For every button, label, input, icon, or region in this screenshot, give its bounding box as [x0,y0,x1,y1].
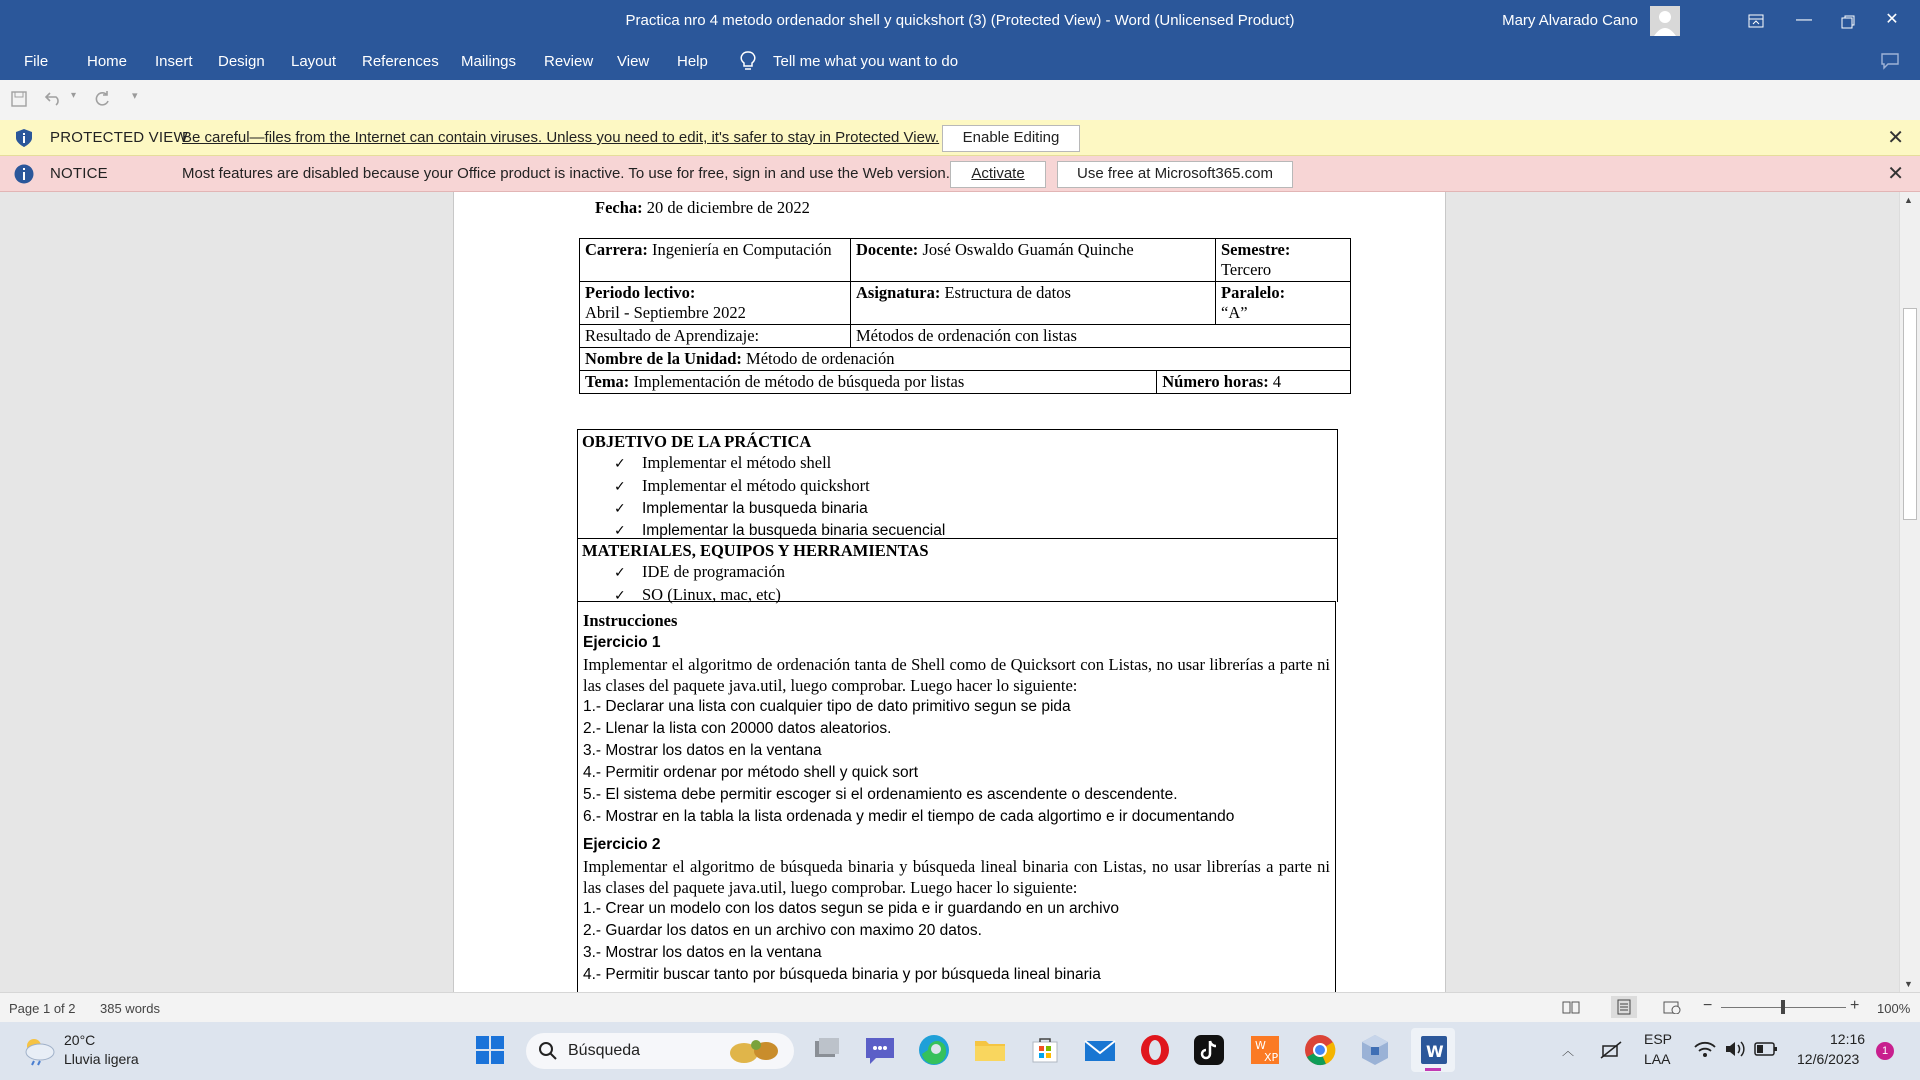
ejercicio-1-title: Ejercicio 1 [583,634,661,651]
zoom-slider-thumb[interactable] [1781,1000,1785,1014]
list-item: ✓ Implementar el método quickshort [578,475,1337,498]
tema-cell: Tema: Implementación de método de búsqueda por listas [580,371,1157,394]
search-icon [538,1041,558,1066]
chevron-up-icon[interactable]: ︿ [1562,1044,1575,1058]
ejercicio-2-title: Ejercicio 2 [583,836,661,853]
list-item: 1.- Crear un modelo con los datos segun se pida e ir guardando en un archivo [583,900,1119,917]
check-icon: ✓ [614,456,626,472]
weather-temp[interactable]: 20°C [64,1032,96,1048]
activate-button[interactable]: Activate [950,161,1046,188]
instrucciones-title: Instrucciones [583,611,678,630]
search-highlight-icon [726,1037,786,1070]
list-item: 3.- Mostrar los datos en la ventana [583,742,822,759]
check-icon: ✓ [614,588,626,604]
menu-home[interactable]: Home [87,53,128,70]
protected-view-label: PROTECTED VIEW [50,129,188,146]
use-web-button[interactable]: Use free at Microsoft365.com [1057,161,1293,188]
undo-icon[interactable] [44,90,64,111]
lightbulb-icon [740,51,756,75]
protected-view-banner [0,120,1920,156]
teams-chat-icon[interactable] [862,1032,898,1068]
list-item: 2.- Llenar la lista con 20000 datos aleatorios. [583,720,892,737]
svg-text:W: W [1426,1042,1444,1061]
keyboard-layout[interactable]: LAA [1644,1051,1671,1067]
virtualbox-icon[interactable] [1357,1032,1393,1068]
zoom-level[interactable]: 100% [1877,1001,1911,1016]
minimize-button[interactable]: — [1796,11,1812,28]
close-icon[interactable]: ✕ [1887,163,1904,185]
ejercicio-2-text: Implementar el algoritmo de búsqueda binaria y búsqueda lineal binaria con Listas, no usar librerías a parte ni las clases del paquete java.util, luego comprobar. Luego hacer lo siguiente: [583,857,1330,897]
menu-bar [0,43,1920,80]
clock-date[interactable]: 12/6/2023 [1797,1051,1860,1067]
horas-cell: Número horas: 4 [1157,371,1351,394]
check-icon: ✓ [614,565,626,581]
weather-desc[interactable]: Lluvia ligera [64,1051,139,1067]
list-item: 3.- Mostrar los datos en la ventana [583,944,822,961]
network-icon[interactable] [1600,1040,1622,1065]
ejercicio-1-text: Implementar el algoritmo de ordenación tanta de Shell como de Quicksort con Listas, no usar librerías a parte ni las clases del paquete java.util, luego comprobar. Luego hacer lo siguiente: [583,655,1330,695]
carrera-cell: Carrera: Ingeniería en Computación [580,239,851,282]
read-mode-icon[interactable] [1562,1000,1580,1017]
chrome-icon[interactable] [1302,1032,1338,1068]
objetivo-section [577,429,1338,538]
menu-insert[interactable]: Insert [155,53,193,70]
page-count[interactable]: Page 1 of 2 [9,1001,76,1016]
save-icon[interactable] [11,91,27,112]
status-bar [0,992,1920,1023]
close-icon[interactable]: ✕ [1887,127,1904,149]
scroll-down-icon[interactable]: ▼ [1904,979,1913,989]
notice-message: Most features are disabled because your Office product is inactive. To use for free, sign in and use the Web version. [182,165,950,182]
menu-view[interactable]: View [617,53,650,70]
search-label: Búsqueda [568,1042,641,1059]
menu-design[interactable]: Design [218,53,265,70]
notification-badge[interactable]: 1 [1876,1042,1894,1060]
word-icon[interactable] [1411,1028,1455,1072]
materiales-section [577,538,1338,602]
list-item: 4.- Permitir buscar tanto por búsqueda binaria y por búsqueda lineal binaria [583,966,1101,983]
notice-label: NOTICE [50,165,108,182]
list-item: ✓ Implementar la busqueda binaria [578,498,1337,520]
svg-text:W: W [1255,1039,1266,1052]
list-item: 1.- Declarar una lista con cualquier tipo de dato primitivo segun se pida [583,698,1071,715]
list-item: 6.- Mostrar en la tabla la lista ordenada y medir el tiempo de cada algortimo e ir documentando [583,808,1235,825]
docente-cell: Docente: José Oswaldo Guamán Quinche [851,239,1216,282]
comments-icon[interactable] [1880,52,1900,74]
menu-mailings[interactable]: Mailings [461,53,517,70]
tiktok-icon[interactable] [1191,1032,1227,1068]
fecha-line: Fecha: 20 de diciembre de 2022 [595,198,810,217]
asignatura-cell: Asignatura: Estructura de datos [851,282,1216,325]
tell-me-search[interactable]: Tell me what you want to do [773,53,959,70]
word-count[interactable]: 385 words [100,1001,160,1016]
edge-icon[interactable] [916,1032,952,1068]
list-item: ✓ IDE de programación [578,561,1337,584]
notice-banner [0,156,1920,192]
resultado-value-cell: Métodos de ordenación con listas [851,325,1351,348]
file-explorer-icon[interactable] [972,1032,1008,1068]
print-layout-icon[interactable] [1611,996,1637,1018]
window-title: Practica nro 4 metodo ordenador shell y quickshort (3) (Protected View) - Word (Unlicensed Product) [625,12,1295,29]
list-item: 2.- Guardar los datos en un archivo con maximo 20 datos. [583,922,982,939]
mail-icon[interactable] [1082,1032,1118,1068]
check-icon: ✓ [614,523,626,539]
materiales-title: MATERIALES, EQUIPOS Y HERRAMIENTAS [582,541,929,560]
opera-icon[interactable] [1137,1032,1173,1068]
semestre-cell: Semestre: Tercero [1216,239,1351,282]
document-page [453,192,1446,992]
xampp-icon[interactable] [1247,1032,1283,1068]
protected-view-message[interactable]: Be careful—files from the Internet can contain viruses. Unless you need to edit, it's safer to stay in Protected View. [182,129,940,146]
document-area [0,192,1920,992]
clock-time[interactable]: 12:16 [1830,1031,1866,1047]
resultado-label-cell: Resultado de Aprendizaje: [580,325,851,348]
svg-text:XP: XP [1264,1051,1279,1064]
menu-file[interactable]: File [24,53,49,70]
scrollbar-thumb[interactable] [1903,308,1917,520]
info-icon [14,164,34,184]
weather-icon[interactable] [20,1034,58,1070]
list-item: 5.- El sistema debe permitir escoger si el ordenamiento es ascendente o descendente. [583,786,1178,803]
list-item: ✓ Implementar la busqueda binaria secuencial [578,520,1337,542]
objetivo-title: OBJETIVO DE LA PRÁCTICA [582,432,812,451]
shield-icon [14,128,34,148]
windows-start-icon[interactable] [472,1032,508,1068]
enable-editing-button[interactable]: Enable Editing [942,125,1080,152]
close-button[interactable]: ✕ [1885,11,1899,28]
info-table [579,238,1351,394]
check-icon: ✓ [614,501,626,517]
taskbar-search[interactable] [526,1033,794,1069]
avatar[interactable] [1650,6,1680,36]
task-view-icon[interactable] [808,1032,844,1068]
list-item: ✓ Implementar el método shell [578,452,1337,475]
menu-review[interactable]: Review [544,53,594,70]
customize-qat-icon[interactable]: ▾ [132,90,138,102]
instrucciones-section [577,601,1336,992]
redo-icon[interactable] [93,90,111,113]
wifi-icon[interactable] [1694,1040,1716,1063]
volume-icon[interactable] [1724,1040,1746,1063]
taskbar [0,1022,1920,1080]
menu-references[interactable]: References [362,53,439,70]
list-item: 4.- Permitir ordenar por método shell y quick sort [583,764,919,781]
undo-dropdown-icon[interactable]: ▾ [71,90,77,101]
web-layout-icon[interactable] [1663,1000,1681,1017]
vertical-scrollbar[interactable] [1899,192,1920,992]
zoom-out-icon[interactable]: − [1703,997,1713,1014]
zoom-in-icon[interactable]: + [1850,997,1860,1014]
paralelo-cell: Paralelo: “A” [1216,282,1351,325]
menu-layout[interactable]: Layout [291,53,337,70]
unidad-cell: Nombre de la Unidad: Método de ordenación [580,348,1351,371]
ms-store-icon[interactable] [1027,1032,1063,1068]
list-item: ✓ SO (Linux, mac, etc) [578,584,1337,607]
check-icon: ✓ [614,479,626,495]
periodo-cell: Periodo lectivo: Abril - Septiembre 2022 [580,282,851,325]
quick-access-toolbar [0,80,1920,121]
scroll-up-icon[interactable]: ▲ [1904,195,1913,205]
language-code[interactable]: ESP [1644,1031,1673,1047]
battery-icon[interactable] [1754,1041,1778,1062]
menu-help[interactable]: Help [677,53,708,70]
title-bar [0,0,1920,43]
user-name[interactable]: Mary Alvarado Cano [1502,12,1638,29]
